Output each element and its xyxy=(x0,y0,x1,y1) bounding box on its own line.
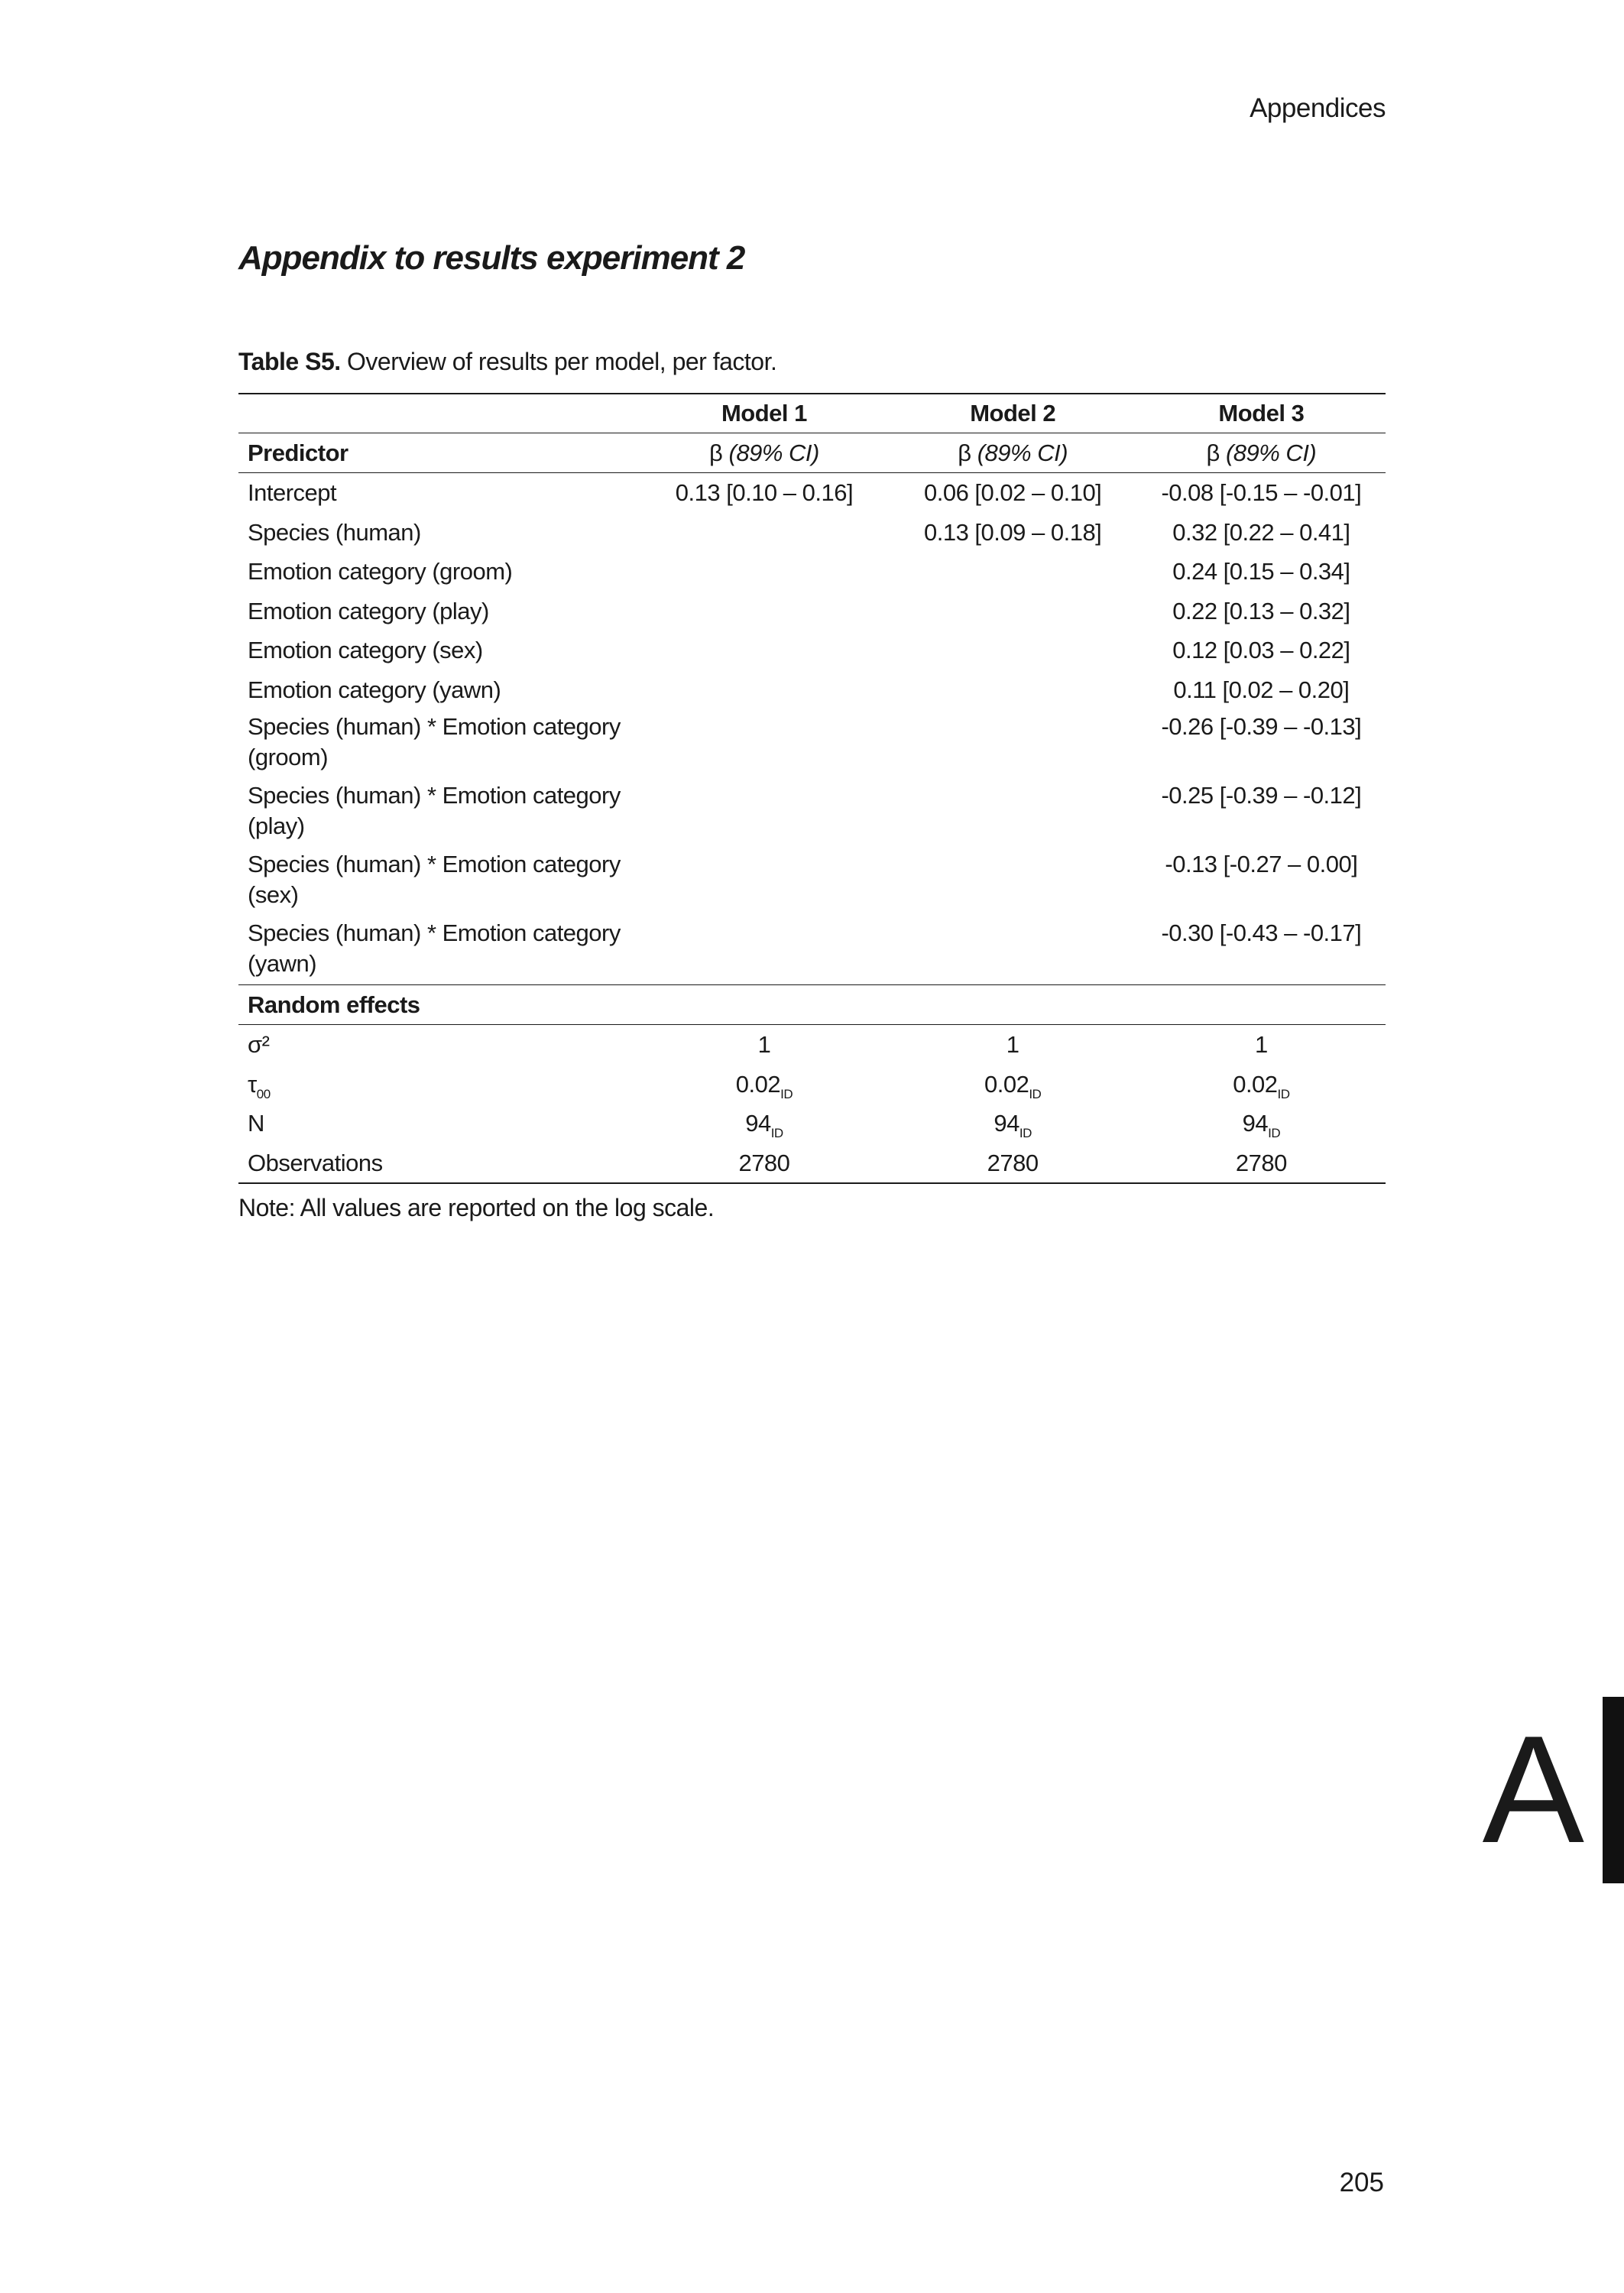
predictor-cell: Emotion category (groom) xyxy=(248,558,513,585)
model-3-cell: -0.25 [-0.39 – -0.12] xyxy=(1161,782,1362,809)
id-subscript: ID xyxy=(1029,1086,1042,1101)
model-header-row xyxy=(238,394,1386,433)
model-2-cell xyxy=(889,552,1137,592)
id-subscript: ID xyxy=(1268,1126,1281,1140)
predictor-cell: Intercept xyxy=(238,473,640,513)
predictor-line-2: (groom) xyxy=(248,744,329,770)
table-row xyxy=(238,670,1386,710)
n-label: N xyxy=(248,1110,264,1137)
model-1-cell xyxy=(640,847,888,916)
table-caption xyxy=(238,348,776,376)
predictor-cell xyxy=(238,709,640,778)
model-1-cell xyxy=(640,709,888,778)
predictor-cell: Emotion category (yawn) xyxy=(248,676,501,703)
table-row xyxy=(238,709,1386,778)
model-3-cell xyxy=(1137,1104,1386,1143)
model-3-cell: -0.08 [-0.15 – -0.01] xyxy=(1137,473,1386,513)
column-header-row xyxy=(238,433,1386,473)
model-1-header: Model 1 xyxy=(640,394,888,433)
random-effects-header: Random effects xyxy=(238,985,1386,1025)
observations-label: Observations xyxy=(238,1143,640,1184)
model-3-cell: -0.13 [-0.27 – 0.00] xyxy=(1165,851,1358,877)
predictor-cell: Emotion category (sex) xyxy=(248,637,483,663)
model-2-cell: 2780 xyxy=(889,1143,1137,1184)
value: 94 xyxy=(1242,1110,1269,1137)
model-2-cell xyxy=(889,1104,1137,1143)
model-2-header: Model 2 xyxy=(889,394,1137,433)
table-caption-label: Table S5. xyxy=(238,348,341,375)
beta-ci-header xyxy=(889,433,1137,473)
model-3-cell: 2780 xyxy=(1137,1143,1386,1184)
model-1-cell xyxy=(640,1065,888,1104)
table-row xyxy=(238,778,1386,847)
predictor-header: Predictor xyxy=(238,433,640,473)
ci-label: (89% CI) xyxy=(977,439,1068,466)
id-subscript: ID xyxy=(1019,1126,1032,1140)
model-1-cell xyxy=(640,513,888,553)
predictor-cell: Species (human) xyxy=(248,518,421,546)
model-1-cell: 1 xyxy=(640,1025,888,1065)
model-2-cell xyxy=(889,709,1137,778)
predictor-line-1: Species (human) * Emotion category xyxy=(248,919,621,946)
model-2-cell xyxy=(889,592,1137,631)
running-header: Appendices xyxy=(1250,93,1386,123)
table-note: Note: All values are reported on the log scale. xyxy=(238,1194,715,1221)
table-row xyxy=(238,1065,1386,1104)
table-row xyxy=(238,847,1386,916)
model-2-cell: 0.13 [0.09 – 0.18] xyxy=(923,518,1102,546)
model-3-cell: -0.26 [-0.39 – -0.13] xyxy=(1161,713,1362,740)
beta-ci-header xyxy=(640,433,888,473)
model-2-cell xyxy=(889,670,1137,710)
model-2-cell xyxy=(889,1065,1137,1104)
tau-subscript: 00 xyxy=(256,1086,271,1101)
table-caption-text: Overview of results per model, per factor. xyxy=(340,348,777,375)
tau-symbol: τ xyxy=(248,1070,257,1098)
model-2-cell: 1 xyxy=(889,1025,1137,1065)
predictor-line-2: (sex) xyxy=(248,881,299,908)
model-1-cell: 0.13 [0.10 – 0.16] xyxy=(640,473,888,513)
tau-label xyxy=(238,1065,640,1104)
predictor-line-1: Species (human) * Emotion category xyxy=(248,851,621,877)
model-1-cell xyxy=(640,778,888,847)
predictor-line-2: (yawn) xyxy=(248,950,317,977)
model-1-cell xyxy=(640,670,888,710)
table-row xyxy=(238,473,1386,513)
model-3-cell xyxy=(1137,1065,1386,1104)
beta-ci-header xyxy=(1137,433,1386,473)
predictor-cell xyxy=(238,916,640,985)
chapter-thumb-tab xyxy=(1482,1697,1624,1883)
beta-symbol: β xyxy=(709,439,723,466)
table-row xyxy=(238,592,1386,631)
predictor-line-1: Species (human) * Emotion category xyxy=(248,782,621,809)
chapter-letter: A xyxy=(1482,1704,1584,1875)
section-title: Appendix to results experiment 2 xyxy=(238,239,745,277)
empty-header-cell xyxy=(238,394,640,433)
model-3-cell: 0.22 [0.13 – 0.32] xyxy=(1172,597,1350,624)
thumb-tab-bar xyxy=(1603,1697,1624,1883)
model-1-cell xyxy=(640,552,888,592)
table-row xyxy=(238,1025,1386,1065)
model-3-cell: 0.11 [0.02 – 0.20] xyxy=(1173,676,1350,703)
model-3-cell: 0.32 [0.22 – 0.41] xyxy=(1172,518,1350,546)
id-subscript: ID xyxy=(1277,1086,1290,1101)
model-3-cell: -0.30 [-0.43 – -0.17] xyxy=(1161,919,1362,946)
results-table xyxy=(238,393,1386,1184)
value: 94 xyxy=(994,1110,1019,1137)
id-subscript: ID xyxy=(780,1086,793,1101)
value: 0.02 xyxy=(984,1070,1029,1098)
model-2-cell: 0.06 [0.02 – 0.10] xyxy=(889,473,1137,513)
table-row xyxy=(238,1143,1386,1184)
predictor-line-2: (play) xyxy=(248,812,305,839)
ci-label: (89% CI) xyxy=(728,439,819,466)
model-1-cell xyxy=(640,631,888,670)
model-2-cell xyxy=(889,916,1137,985)
table-row xyxy=(238,513,1386,553)
predictor-line-1: Species (human) * Emotion category xyxy=(248,713,621,740)
model-1-cell: 2780 xyxy=(640,1143,888,1184)
table-row xyxy=(238,916,1386,985)
random-effects-header-row xyxy=(238,985,1386,1025)
model-2-cell xyxy=(889,778,1137,847)
predictor-cell xyxy=(238,778,640,847)
model-3-cell: 0.12 [0.03 – 0.22] xyxy=(1172,637,1350,663)
ci-label: (89% CI) xyxy=(1225,439,1317,466)
model-1-cell xyxy=(640,916,888,985)
beta-symbol: β xyxy=(958,439,971,466)
table-row xyxy=(238,552,1386,592)
table-row xyxy=(238,631,1386,670)
beta-symbol: β xyxy=(1206,439,1220,466)
page-number: 205 xyxy=(1339,2168,1384,2197)
predictor-cell: Emotion category (play) xyxy=(248,597,489,624)
model-3-cell: 0.24 [0.15 – 0.34] xyxy=(1172,558,1350,585)
model-2-cell xyxy=(889,631,1137,670)
value: 0.02 xyxy=(1233,1070,1278,1098)
value: 94 xyxy=(745,1110,771,1137)
model-1-cell xyxy=(640,592,888,631)
model-2-cell xyxy=(889,847,1137,916)
value: 0.02 xyxy=(735,1070,781,1098)
table-row xyxy=(238,1104,1386,1143)
id-subscript: ID xyxy=(770,1126,783,1140)
model-3-header: Model 3 xyxy=(1137,394,1386,433)
model-3-cell: 1 xyxy=(1137,1025,1386,1065)
model-1-cell xyxy=(640,1104,888,1143)
predictor-cell xyxy=(238,847,640,916)
sigma-squared-label: σ² xyxy=(238,1025,640,1065)
